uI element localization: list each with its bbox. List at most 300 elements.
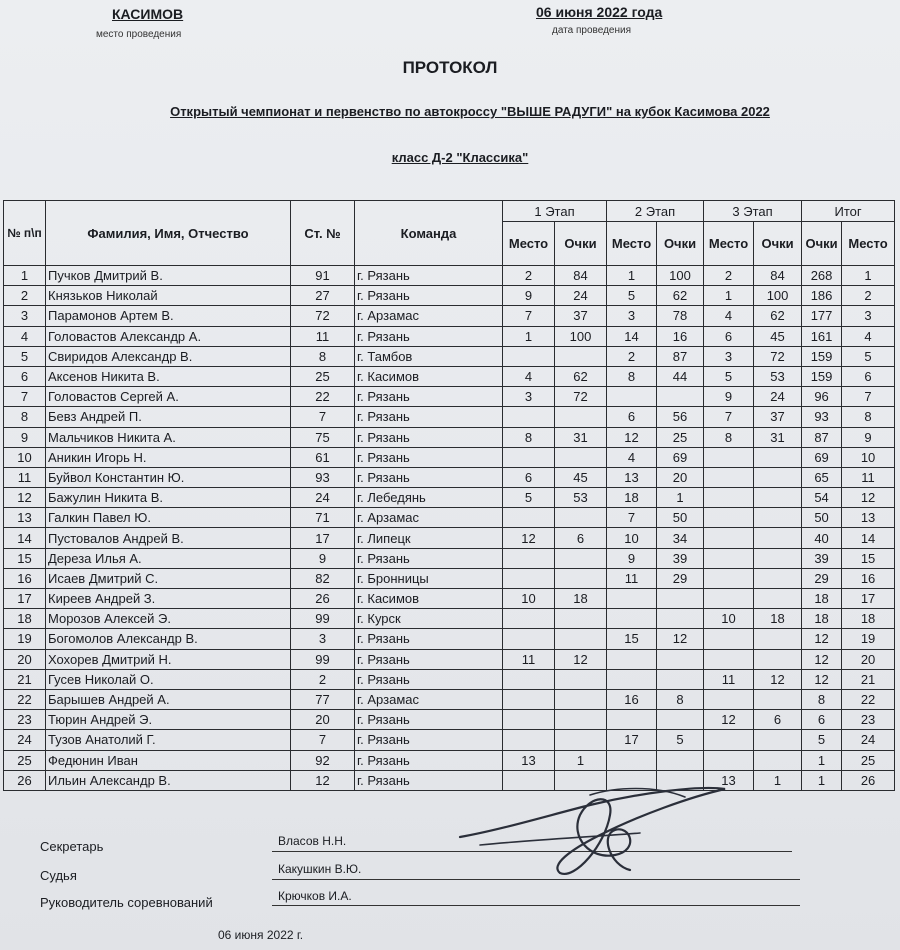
team-cell: г. Рязань [355,447,503,467]
athlete-name-cell: Мальчиков Никита А. [46,427,291,447]
athlete-name-cell: Головастов Сергей А. [46,387,291,407]
stage1-place-cell: 4 [503,366,555,386]
start-number-cell: 22 [291,387,355,407]
stage1-points-cell: 37 [555,306,607,326]
stage1-header: 1 Этап [503,201,607,222]
stage2-points-cell [657,649,704,669]
athlete-name-cell: Тюрин Андрей Э. [46,710,291,730]
total-place-cell: 20 [842,649,895,669]
team-cell: г. Курск [355,609,503,629]
stage3-place-cell: 6 [704,326,754,346]
athlete-name-cell: Исаев Дмитрий С. [46,568,291,588]
team-cell: г. Рязань [355,730,503,750]
athlete-name-cell: Головастов Александр А. [46,326,291,346]
stage3-place-cell: 5 [704,366,754,386]
stage2-points-cell [657,750,704,770]
class-title: класс Д-2 "Классика" [391,150,529,165]
total-place-cell: 11 [842,467,895,487]
stage3-place-cell [704,488,754,508]
stage3-place-cell: 2 [704,266,754,286]
row-number-cell: 5 [4,346,46,366]
start-number-cell: 99 [291,649,355,669]
start-number-cell: 77 [291,689,355,709]
stage2-place-cell: 3 [607,306,657,326]
stage1-points-cell: 6 [555,528,607,548]
stage2-place-cell [607,710,657,730]
start-number-cell: 82 [291,568,355,588]
athlete-name-cell: Свиридов Александр В. [46,346,291,366]
col-team-header: Команда [355,201,503,266]
stage1-place-cell [503,568,555,588]
stage3-place-cell: 7 [704,407,754,427]
table-row [4,669,895,689]
stage1-place-cell: 9 [503,286,555,306]
team-cell: г. Рязань [355,710,503,730]
table-row [4,447,895,467]
stage3-place-cell: 8 [704,427,754,447]
row-number-cell: 25 [4,750,46,770]
stage1-points-cell: 100 [555,326,607,346]
stage2-points-cell: 8 [657,689,704,709]
stage1-points-cell: 31 [555,427,607,447]
table-row [4,689,895,709]
stage2-place-cell: 8 [607,366,657,386]
stage3-points-cell [754,548,802,568]
table-row [4,649,895,669]
total-points-cell: 268 [802,266,842,286]
total-points-cell: 40 [802,528,842,548]
athlete-name-cell: Федюнин Иван [46,750,291,770]
stage2-points-header: Очки [657,222,704,266]
stage3-place-cell: 10 [704,609,754,629]
stage1-points-cell [555,568,607,588]
stage3-place-cell: 4 [704,306,754,326]
team-cell: г. Касимов [355,589,503,609]
table-row [4,488,895,508]
team-cell: г. Липецк [355,528,503,548]
team-cell: г. Рязань [355,669,503,689]
athlete-name-cell: Бевз Андрей П. [46,407,291,427]
total-points-cell: 96 [802,387,842,407]
stage3-place-cell: 9 [704,387,754,407]
total-place-cell: 16 [842,568,895,588]
stage1-place-cell: 1 [503,326,555,346]
stage2-place-cell: 16 [607,689,657,709]
table-row [4,346,895,366]
stage1-place-cell: 11 [503,649,555,669]
stage2-points-cell: 20 [657,467,704,487]
table-row [4,306,895,326]
total-place-cell: 15 [842,548,895,568]
stage2-place-cell: 5 [607,286,657,306]
stage3-points-cell: 53 [754,366,802,386]
stage2-points-cell: 39 [657,548,704,568]
row-number-cell: 13 [4,508,46,528]
stage1-points-cell [555,669,607,689]
stage2-points-cell: 1 [657,488,704,508]
total-place-cell: 7 [842,387,895,407]
stage1-place-cell [503,669,555,689]
stage2-place-cell: 9 [607,548,657,568]
stage1-points-cell [555,508,607,528]
athlete-name-cell: Барышев Андрей А. [46,689,291,709]
stage3-place-cell [704,629,754,649]
stage3-points-cell [754,649,802,669]
stage2-place-cell: 7 [607,508,657,528]
total-points-cell: 18 [802,589,842,609]
stage1-place-cell [503,629,555,649]
row-number-cell: 6 [4,366,46,386]
start-number-cell: 26 [291,589,355,609]
stage2-points-cell: 56 [657,407,704,427]
total-points-cell: 93 [802,407,842,427]
col-num-header: № п\п [4,201,46,266]
stage1-place-cell: 5 [503,488,555,508]
total-points-cell: 1 [802,770,842,790]
row-number-cell: 24 [4,730,46,750]
table-row [4,366,895,386]
team-cell: г. Тамбов [355,346,503,366]
row-number-cell: 1 [4,266,46,286]
stage1-points-cell: 53 [555,488,607,508]
total-place-cell: 25 [842,750,895,770]
table-row [4,710,895,730]
table-row [4,750,895,770]
stage2-points-cell: 100 [657,266,704,286]
athlete-name-cell: Пучков Дмитрий В. [46,266,291,286]
competition-title: Открытый чемпионат и первенство по автокроссу "ВЫШЕ РАДУГИ" на кубок Касимова 2022 [170,104,770,119]
stage3-points-cell: 45 [754,326,802,346]
row-number-cell: 22 [4,689,46,709]
total-place-cell: 19 [842,629,895,649]
team-cell: г. Рязань [355,387,503,407]
stage3-points-cell [754,730,802,750]
total-points-cell: 29 [802,568,842,588]
stage2-points-cell [657,609,704,629]
stage3-place-cell [704,528,754,548]
stage3-points-cell [754,508,802,528]
stage2-place-cell: 18 [607,488,657,508]
stage3-points-cell: 12 [754,669,802,689]
stage2-place-cell [607,649,657,669]
total-points-cell: 18 [802,609,842,629]
stage2-place-cell: 4 [607,447,657,467]
total-points-cell: 54 [802,488,842,508]
stage1-points-cell [555,710,607,730]
stage1-place-cell [503,689,555,709]
row-number-cell: 20 [4,649,46,669]
table-row [4,467,895,487]
stage1-place-cell: 10 [503,589,555,609]
stage1-points-cell: 45 [555,467,607,487]
stage1-points-cell [555,447,607,467]
date-caption: дата проведения [552,25,631,36]
total-points-cell: 12 [802,629,842,649]
stage2-place-cell: 11 [607,568,657,588]
total-place-header: Место [842,222,895,266]
handwritten-signature [440,775,740,885]
start-number-cell: 11 [291,326,355,346]
row-number-cell: 10 [4,447,46,467]
total-points-cell: 12 [802,669,842,689]
stage2-place-cell: 6 [607,407,657,427]
event-date: 06 июня 2022 года [536,4,663,20]
stage2-points-cell: 62 [657,286,704,306]
stage1-place-cell [503,548,555,568]
table-row [4,508,895,528]
start-number-cell: 99 [291,609,355,629]
row-number-cell: 17 [4,589,46,609]
team-cell: г. Рязань [355,427,503,447]
stage3-place-cell [704,649,754,669]
col-name-header: Фамилия, Имя, Отчество [46,201,291,266]
athlete-name-cell: Богомолов Александр В. [46,629,291,649]
stage1-place-cell [503,730,555,750]
total-points-cell: 159 [802,346,842,366]
table-row [4,609,895,629]
team-cell: г. Рязань [355,286,503,306]
stage3-points-header: Очки [754,222,802,266]
total-points-cell: 69 [802,447,842,467]
stage3-points-cell [754,629,802,649]
stage1-place-cell: 3 [503,387,555,407]
total-points-cell: 186 [802,286,842,306]
stage3-points-cell [754,447,802,467]
team-cell: г. Рязань [355,326,503,346]
total-place-cell: 24 [842,730,895,750]
stage3-points-cell: 31 [754,427,802,447]
row-number-cell: 7 [4,387,46,407]
row-number-cell: 4 [4,326,46,346]
stage2-points-cell: 12 [657,629,704,649]
stage2-points-cell: 25 [657,427,704,447]
row-number-cell: 3 [4,306,46,326]
stage1-place-cell [503,710,555,730]
stage3-points-cell [754,689,802,709]
stage3-place-cell [704,508,754,528]
judge-name: Какушкин В.Ю. [278,862,362,876]
total-place-cell: 14 [842,528,895,548]
stage2-place-cell: 2 [607,346,657,366]
stage2-place-cell [607,609,657,629]
stage1-points-cell [555,407,607,427]
total-place-cell: 5 [842,346,895,366]
team-cell: г. Касимов [355,366,503,386]
stage1-place-header: Место [503,222,555,266]
stage2-points-cell: 78 [657,306,704,326]
stage3-points-cell: 6 [754,710,802,730]
stage2-place-cell: 15 [607,629,657,649]
table-row [4,730,895,750]
stage2-points-cell [657,710,704,730]
stage1-place-cell: 12 [503,528,555,548]
head-label: Руководитель соревнований [40,895,213,910]
stage1-place-cell: 8 [503,427,555,447]
team-cell: г. Рязань [355,750,503,770]
stage1-points-cell: 84 [555,266,607,286]
table-row [4,387,895,407]
athlete-name-cell: Аникин Игорь Н. [46,447,291,467]
start-number-cell: 9 [291,548,355,568]
athlete-name-cell: Гусев Николай О. [46,669,291,689]
team-cell: г. Рязань [355,770,503,790]
athlete-name-cell: Бажулин Никита В. [46,488,291,508]
start-number-cell: 72 [291,306,355,326]
stage1-points-cell [555,548,607,568]
stage3-points-cell [754,589,802,609]
start-number-cell: 3 [291,629,355,649]
stage2-place-cell: 12 [607,427,657,447]
stage1-points-cell [555,730,607,750]
total-points-cell: 8 [802,689,842,709]
total-place-cell: 6 [842,366,895,386]
stage1-place-cell [503,346,555,366]
athlete-name-cell: Ильин Александр В. [46,770,291,790]
stage3-place-cell [704,730,754,750]
row-number-cell: 8 [4,407,46,427]
start-number-cell: 61 [291,447,355,467]
stage1-place-cell: 7 [503,306,555,326]
total-points-cell: 50 [802,508,842,528]
start-number-cell: 24 [291,488,355,508]
stage2-points-cell [657,669,704,689]
footer-date: 06 июня 2022 г. [218,928,304,942]
athlete-name-cell: Тузов Анатолий Г. [46,730,291,750]
stage1-points-cell: 24 [555,286,607,306]
total-place-cell: 8 [842,407,895,427]
stage3-points-cell: 37 [754,407,802,427]
stage2-place-cell: 1 [607,266,657,286]
stage2-points-cell: 29 [657,568,704,588]
stage3-place-header: Место [704,222,754,266]
col-start-header: Ст. № [291,201,355,266]
stage3-place-cell [704,750,754,770]
total-points-cell: 5 [802,730,842,750]
stage3-points-cell: 1 [754,770,802,790]
row-number-cell: 11 [4,467,46,487]
athlete-name-cell: Буйвол Константин Ю. [46,467,291,487]
team-cell: г. Рязань [355,467,503,487]
stage3-place-cell: 13 [704,770,754,790]
total-place-cell: 3 [842,306,895,326]
row-number-cell: 9 [4,427,46,447]
total-place-cell: 17 [842,589,895,609]
stage1-points-cell [555,609,607,629]
athlete-name-cell: Аксенов Никита В. [46,366,291,386]
stage1-points-cell [555,346,607,366]
secretary-name: Власов Н.Н. [278,834,347,848]
total-place-cell: 26 [842,770,895,790]
total-place-cell: 18 [842,609,895,629]
team-cell: г. Лебедянь [355,488,503,508]
start-number-cell: 20 [291,710,355,730]
stage3-place-cell [704,568,754,588]
stage1-place-cell [503,447,555,467]
start-number-cell: 7 [291,407,355,427]
stage3-points-cell [754,568,802,588]
stage3-place-cell: 12 [704,710,754,730]
team-cell: г. Рязань [355,649,503,669]
stage3-points-cell [754,488,802,508]
table-row [4,326,895,346]
stage3-points-cell: 24 [754,387,802,407]
stage3-points-cell [754,750,802,770]
stage1-place-cell: 6 [503,467,555,487]
row-number-cell: 12 [4,488,46,508]
stage1-points-cell [555,689,607,709]
stage3-place-cell: 11 [704,669,754,689]
head-line [272,905,800,906]
stage2-points-cell [657,387,704,407]
stage2-header: 2 Этап [607,201,704,222]
stage1-place-cell: 2 [503,266,555,286]
stage2-place-header: Место [607,222,657,266]
start-number-cell: 91 [291,266,355,286]
row-number-cell: 2 [4,286,46,306]
head-name: Крючков И.А. [278,889,352,903]
stage2-points-cell: 87 [657,346,704,366]
stage2-place-cell: 14 [607,326,657,346]
stage3-points-cell: 84 [754,266,802,286]
total-points-cell: 177 [802,306,842,326]
start-number-cell: 17 [291,528,355,548]
stage2-points-cell: 16 [657,326,704,346]
stage1-place-cell [503,407,555,427]
stage1-place-cell [503,609,555,629]
total-place-cell: 12 [842,488,895,508]
total-points-cell: 6 [802,710,842,730]
total-place-cell: 23 [842,710,895,730]
stage1-place-cell: 13 [503,750,555,770]
stage2-place-cell: 13 [607,467,657,487]
team-cell: г. Рязань [355,407,503,427]
total-points-cell: 39 [802,548,842,568]
stage3-points-cell: 18 [754,609,802,629]
stage1-points-header: Очки [555,222,607,266]
stage2-points-cell: 5 [657,730,704,750]
results-table [3,200,895,791]
start-number-cell: 75 [291,427,355,447]
athlete-name-cell: Галкин Павел Ю. [46,508,291,528]
total-place-cell: 10 [842,447,895,467]
stage3-place-cell: 1 [704,286,754,306]
stage3-place-cell [704,689,754,709]
table-row [4,407,895,427]
row-number-cell: 15 [4,548,46,568]
table-row [4,568,895,588]
row-number-cell: 14 [4,528,46,548]
stage2-place-cell [607,387,657,407]
stage1-points-cell: 18 [555,589,607,609]
stage1-points-cell: 62 [555,366,607,386]
venue-city: КАСИМОВ [112,6,184,22]
stage2-points-cell [657,589,704,609]
athlete-name-cell: Дереза Илья А. [46,548,291,568]
table-row [4,548,895,568]
total-points-header: Очки [802,222,842,266]
stage3-place-cell [704,467,754,487]
team-cell: г. Бронницы [355,568,503,588]
stage1-points-cell [555,629,607,649]
total-place-cell: 22 [842,689,895,709]
start-number-cell: 93 [291,467,355,487]
total-points-cell: 65 [802,467,842,487]
stage1-points-cell: 72 [555,387,607,407]
stage2-points-cell: 44 [657,366,704,386]
team-cell: г. Рязань [355,548,503,568]
start-number-cell: 27 [291,286,355,306]
start-number-cell: 2 [291,669,355,689]
